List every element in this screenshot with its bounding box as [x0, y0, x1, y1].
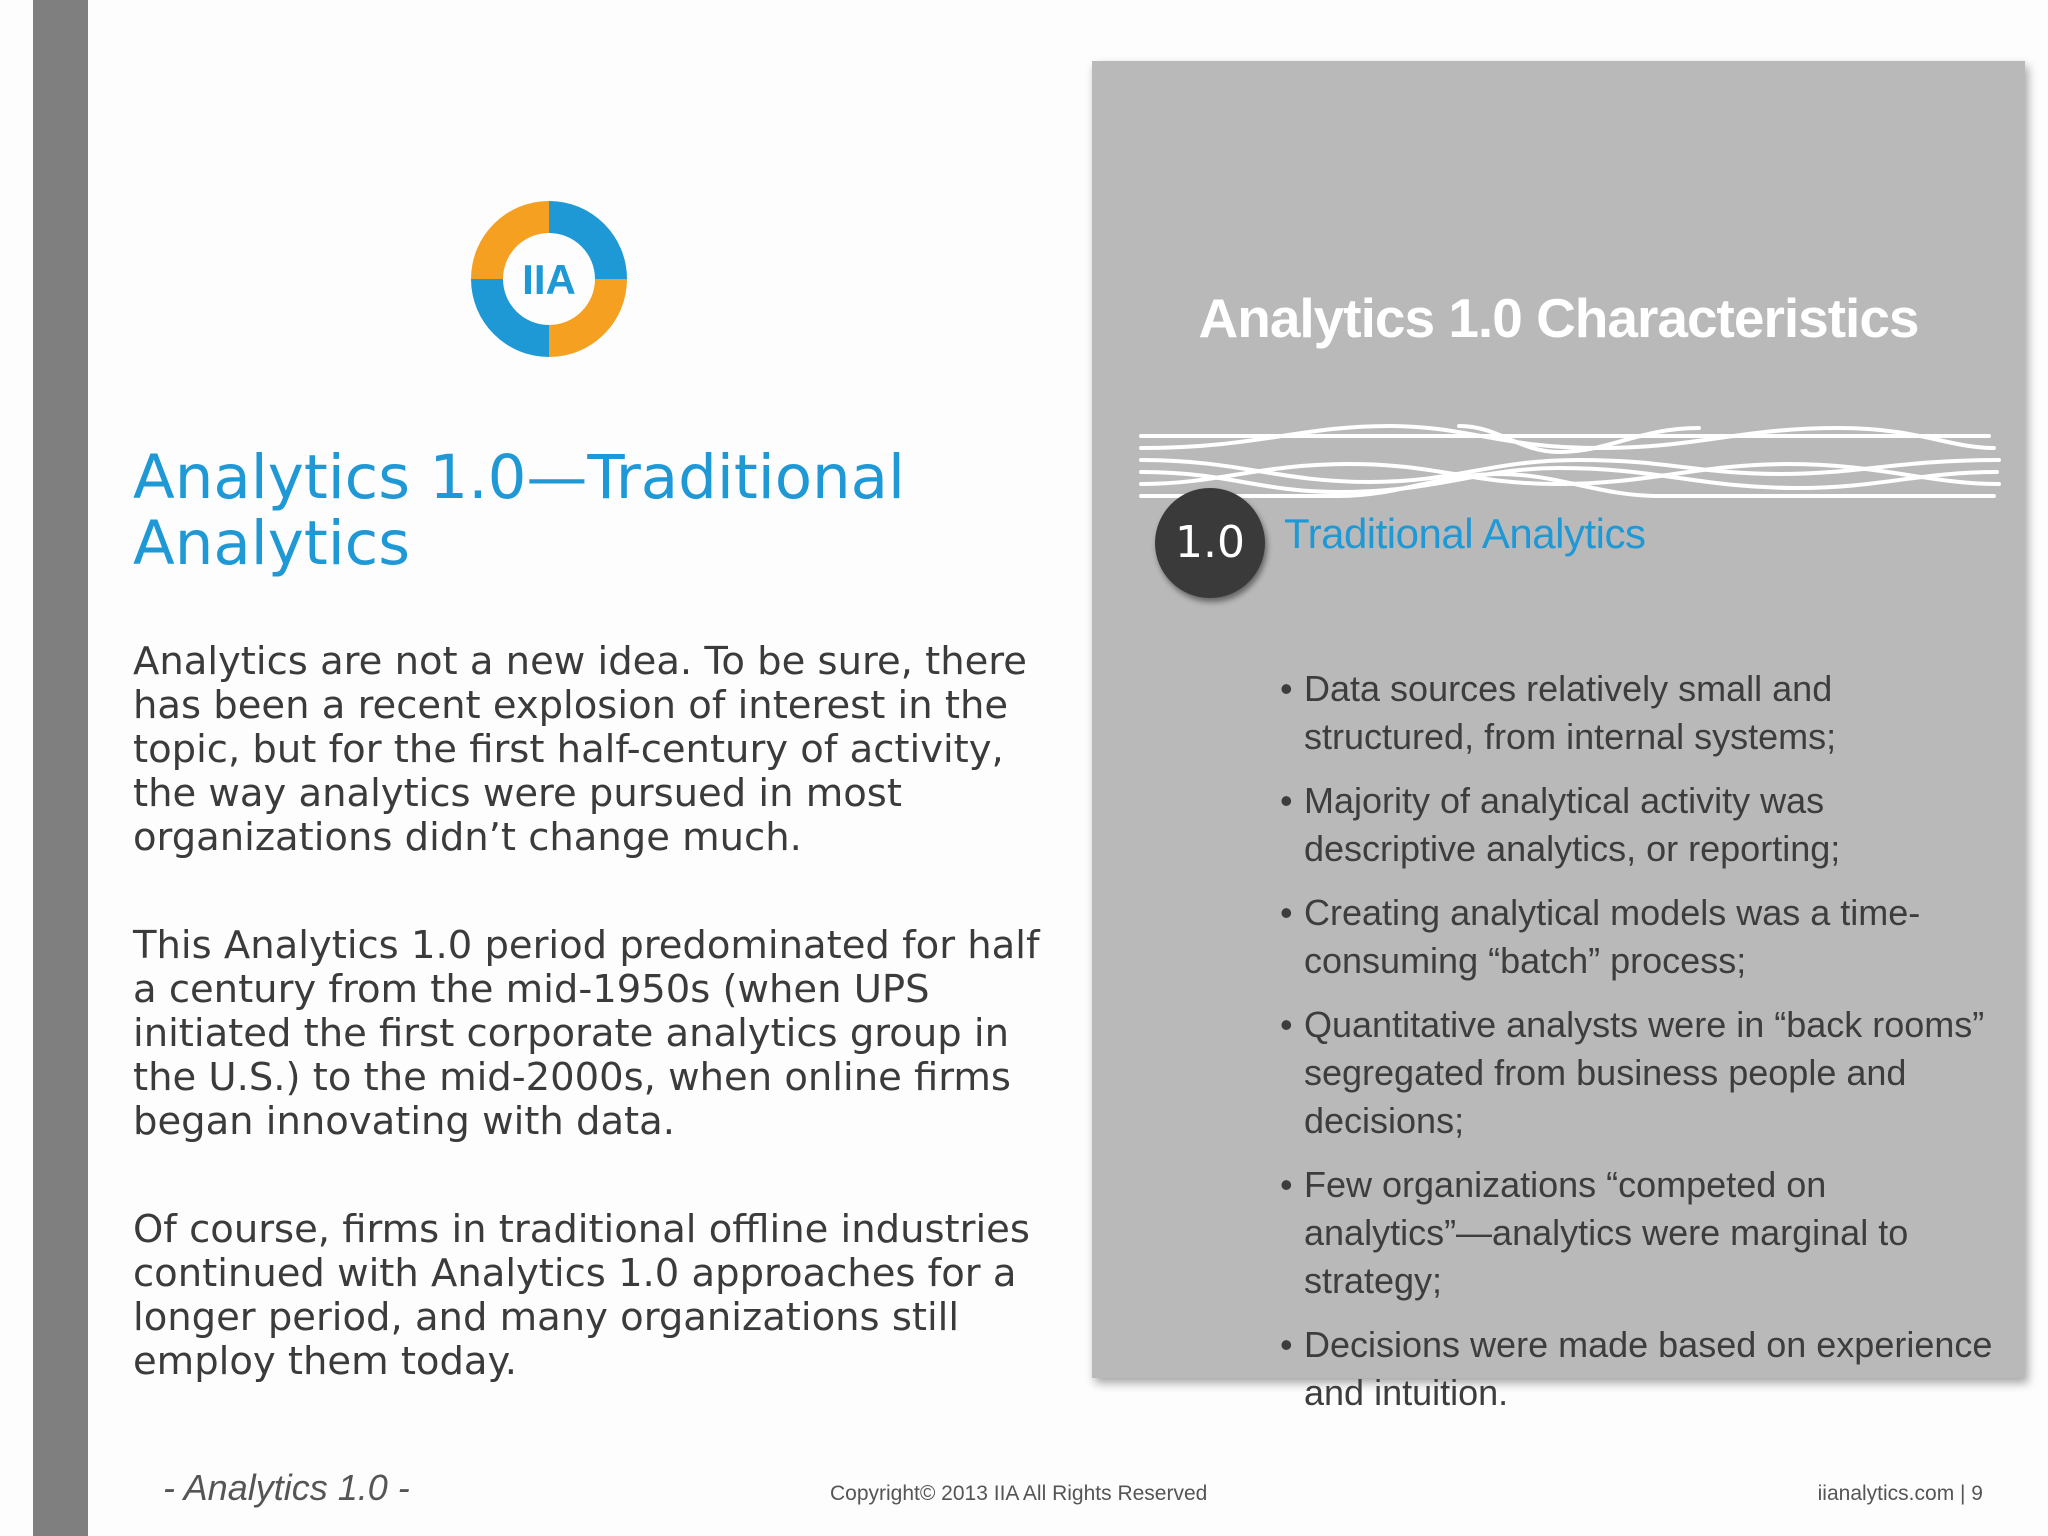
paragraph-3: Of course, firms in traditional offline industries continued with Analytics 1.0 approaches for a longer period, and many organizations still employ them today. [133, 1207, 1030, 1384]
panel-title: Analytics 1.0 Characteristics [1198, 287, 1919, 349]
left-accent-bar [33, 0, 88, 1536]
footer-section-label: - Analytics 1.0 - [163, 1467, 410, 1508]
footer-site-page: iianalytics.com | 9 [1817, 1482, 1983, 1505]
paragraph-1: Analytics are not a new idea. To be sure, there has been a recent explosion of interest in the topic, but for the first half-century of activity, the way analytics were pursued in most organizations didn’t change much. [133, 639, 1027, 860]
iia-logo [463, 193, 635, 365]
list-item: • Data sources relatively small and structured, from internal systems; [1280, 665, 2000, 761]
list-item: • Decisions were made based on experience and intuition. [1280, 1321, 2000, 1417]
iia-logo-mark [463, 193, 635, 365]
panel-subheading: Traditional Analytics [1284, 510, 1646, 557]
list-item: • Creating analytical models was a time-consuming “batch” process; [1280, 889, 2000, 985]
body-text [133, 640, 1053, 1448]
characteristics-panel [1092, 61, 2025, 1413]
svg-text:IIA: IIA [522, 256, 576, 303]
list-item: • Majority of analytical activity was descriptive analytics, or reporting; [1280, 777, 2000, 873]
characteristics-list [1280, 665, 2000, 1433]
intertwined-lines-graphic [1139, 364, 2019, 514]
page-title: Analytics 1.0—Traditional Analytics [133, 442, 906, 579]
list-item: • Few organizations “competed on analytics”—analytics were marginal to strategy; [1280, 1161, 2000, 1305]
footer-copyright: Copyright© 2013 IIA All Rights Reserved [830, 1482, 1208, 1505]
list-item: • Quantitative analysts were in “back rooms” segregated from business people and decisions; [1280, 1001, 2000, 1145]
paragraph-2: This Analytics 1.0 period predominated for half a century from the mid-1950s (when UPS initiated the first corporate analytics group in the U.S.) to the mid-2000s, when online firms began innovating with data. [133, 923, 1040, 1144]
version-badge: 1.0 [1155, 488, 1265, 598]
